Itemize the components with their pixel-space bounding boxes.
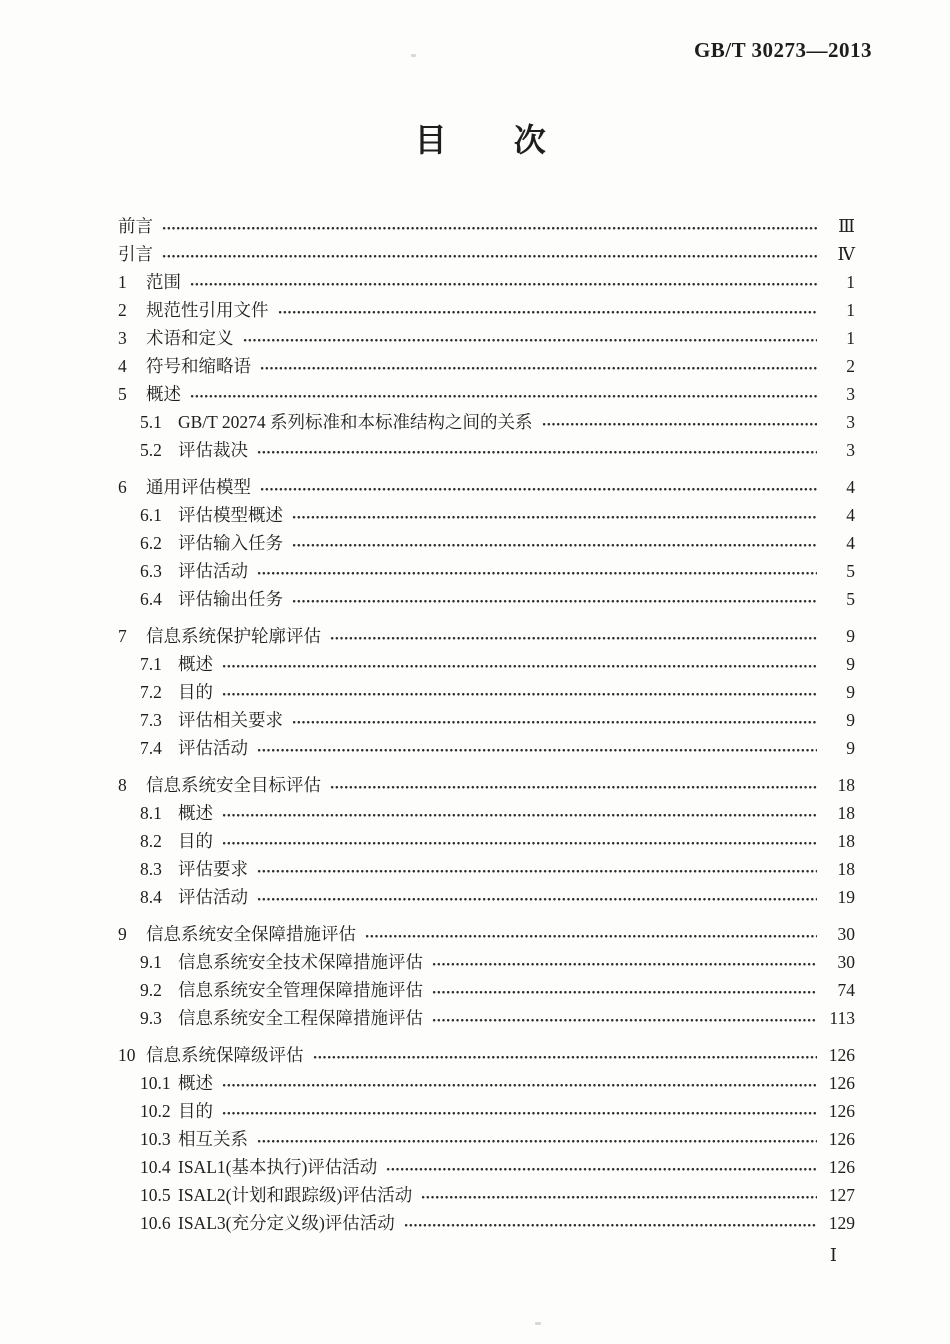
toc-entry [118,240,855,268]
dot-leader [330,771,817,799]
toc-entry [118,1097,855,1125]
toc-entry-page: 126 [828,1045,855,1065]
dot-leader [222,827,817,855]
scan-artifact-speck [535,1322,541,1325]
toc-entry [118,557,855,585]
toc-entry-page: 5 [846,589,855,609]
dot-leader [222,799,817,827]
toc-entry-page: 113 [829,1008,855,1028]
toc-entry-number: 10.4 [140,1157,171,1177]
toc-entry-number: 1 [118,272,127,292]
toc-entry-label: ISAL1(基本执行)评估活动 [178,1157,378,1177]
toc-entry [118,1181,855,1209]
toc-entry-page: 127 [828,1185,855,1205]
toc-entry-number: 8.1 [140,803,162,823]
toc-entry-page: Ⅲ [838,216,855,236]
dot-leader [432,1004,817,1032]
dot-leader [257,436,817,464]
toc-entry [118,920,855,948]
dot-leader [257,883,817,911]
toc-entry-label: 信息系统安全工程保障措施评估 [178,1008,423,1028]
toc-entry-number: 9.3 [140,1008,162,1028]
dot-leader [162,212,817,240]
dot-leader [432,976,817,1004]
toc-entry-number: 7.4 [140,738,162,758]
toc-entry [118,1209,855,1237]
dot-leader [222,1097,817,1125]
toc-entry-page: 18 [837,803,855,823]
toc-entry-number: 9.2 [140,980,162,1000]
toc-entry-label: ISAL2(计划和跟踪级)评估活动 [178,1185,413,1205]
toc-entry [118,1041,855,1069]
dot-leader [190,380,817,408]
page-title: 目 次 [414,122,564,158]
toc-entry-label: 信息系统安全目标评估 [146,775,321,795]
toc-entry-number: 2 [118,300,127,320]
toc-entry-label: 信息系统保障级评估 [146,1045,304,1065]
toc-entry-number: 9.1 [140,952,162,972]
toc-entry-number: 6.3 [140,561,162,581]
dot-leader [292,529,817,557]
toc-entry-label: 评估要求 [178,859,248,879]
toc-entry-label: 评估活动 [178,887,248,907]
dot-leader [404,1209,817,1237]
toc-entry-label: 评估输出任务 [178,589,283,609]
toc-entry-page: 9 [846,654,855,674]
toc-entry-page: 1 [846,300,855,320]
toc-entry-number: 8.4 [140,887,162,907]
toc-entry-label: 规范性引用文件 [146,300,269,320]
toc-entry-label: 概述 [178,803,213,823]
toc-entry [118,827,855,855]
toc-entry [118,212,855,240]
toc-entry-label: 评估模型概述 [178,505,283,525]
toc-entry [118,501,855,529]
toc-entry-page: 30 [837,952,855,972]
toc-entry-label: 评估活动 [178,738,248,758]
dot-leader [190,268,817,296]
toc-entry [118,1153,855,1181]
toc-entry-page: 19 [837,887,855,907]
toc-entry-number: 6.2 [140,533,162,553]
dot-leader [432,948,817,976]
toc-entry [118,436,855,464]
dot-leader [365,920,817,948]
toc-entry [118,296,855,324]
toc-entry-label: 评估裁决 [178,440,248,460]
toc-entry-label: 信息系统安全保障措施评估 [146,924,356,944]
toc-entry [118,324,855,352]
toc-entry-number: 5 [118,384,127,404]
toc-entry-label: 概述 [146,384,181,404]
toc-entry-label: 目的 [178,682,213,702]
toc-entry [118,799,855,827]
toc-entry [118,585,855,613]
toc-entry-page: 9 [846,738,855,758]
dot-leader [313,1041,818,1069]
dot-leader [386,1153,817,1181]
dot-leader [243,324,818,352]
toc-entry-number: 8.2 [140,831,162,851]
toc-entry-number: 9 [118,924,127,944]
toc-entry-page: 1 [846,272,855,292]
dot-leader [257,557,817,585]
toc-entry-label: 术语和定义 [146,328,234,348]
dot-leader [222,650,817,678]
toc-entry [118,948,855,976]
toc-entry-page: 5 [846,561,855,581]
toc-entry-page: 4 [846,477,855,497]
toc-entry-number: 8 [118,775,127,795]
toc-entry [118,622,855,650]
toc-entry-page: 9 [846,626,855,646]
toc-entry-page: 1 [846,328,855,348]
toc-entry-label: 概述 [178,1073,213,1093]
dot-leader [222,678,817,706]
toc-entry-page: 30 [837,924,855,944]
toc-entry-number: 7 [118,626,127,646]
dot-leader [162,240,817,268]
toc-entry-number: 7.2 [140,682,162,702]
toc-entry-number: 4 [118,356,127,376]
toc-entry-number: 10.5 [140,1185,171,1205]
toc-entry-label: 相互关系 [178,1129,248,1149]
toc-entry-page: 18 [837,831,855,851]
toc-entry-label: 评估相关要求 [178,710,283,730]
toc-entry-number: 10.3 [140,1129,171,1149]
toc-entry [118,650,855,678]
toc-entry-label: 符号和缩略语 [146,356,251,376]
toc-entry-page: 74 [837,980,855,1000]
toc-entry-label: 范围 [146,272,181,292]
dot-leader [292,501,817,529]
toc-entry [118,473,855,501]
dot-leader [257,734,817,762]
toc-entry [118,706,855,734]
toc-list [118,212,855,1237]
dot-leader [260,352,817,380]
toc-entry [118,1125,855,1153]
toc-entry-page: 129 [828,1213,855,1233]
dot-leader [292,706,817,734]
toc-entry-label: 前言 [118,216,153,236]
dot-leader [257,855,817,883]
scan-artifact-speck [411,54,416,57]
dot-leader [257,1125,817,1153]
page-number: Ⅰ [829,1245,837,1265]
toc-entry [118,1069,855,1097]
dot-leader [260,473,817,501]
toc-entry [118,855,855,883]
toc-entry-label: 评估输入任务 [178,533,283,553]
toc-entry [118,408,855,436]
toc-entry-number: 6 [118,477,127,497]
toc-entry-label: GB/T 20274 系列标准和本标准结构之间的关系 [178,412,533,432]
toc-entry-page: 126 [828,1101,855,1121]
toc-entry-number: 6.1 [140,505,162,525]
toc-entry [118,352,855,380]
dot-leader [278,296,818,324]
toc-entry-number: 10.6 [140,1213,171,1233]
toc-entry-page: 126 [828,1157,855,1177]
toc-entry [118,976,855,1004]
toc-entry-label: 评估活动 [178,561,248,581]
toc-entry-page: 126 [828,1073,855,1093]
toc-entry-number: 10 [118,1045,136,1065]
dot-leader [542,408,817,436]
dot-leader [222,1069,817,1097]
toc-entry-page: 18 [837,775,855,795]
toc-entry-page: 4 [846,533,855,553]
document-header [0,0,950,64]
toc-entry-label: 概述 [178,654,213,674]
toc-entry [118,380,855,408]
dot-leader [421,1181,817,1209]
toc-entry-page: 3 [846,440,855,460]
toc-entry-label: 信息系统安全技术保障措施评估 [178,952,423,972]
toc-entry-number: 7.3 [140,710,162,730]
toc-entry [118,678,855,706]
toc-entry-page: 9 [846,710,855,730]
toc-entry-label: 目的 [178,1101,213,1121]
toc-entry [118,734,855,762]
dot-leader [292,585,817,613]
toc-entry-label: 信息系统保护轮廓评估 [146,626,321,646]
toc-entry-page: 3 [846,412,855,432]
toc-entry [118,529,855,557]
toc-entry-number: 6.4 [140,589,162,609]
page-footer [118,1245,855,1266]
toc-entry-page: 126 [828,1129,855,1149]
toc-entry-number: 5.2 [140,440,162,460]
toc-entry-number: 10.1 [140,1073,171,1093]
toc-entry-label: 通用评估模型 [146,477,251,497]
toc-entry-page: 18 [837,859,855,879]
toc-entry [118,883,855,911]
toc-entry-number: 3 [118,328,127,348]
toc-entry-label: 信息系统安全管理保障措施评估 [178,980,423,1000]
toc-entry-label: 引言 [118,244,153,264]
toc-entry-label: ISAL3(充分定义级)评估活动 [178,1213,395,1233]
toc-entry [118,771,855,799]
toc-entry-number: 10.2 [140,1101,171,1121]
toc-entry-page: Ⅳ [837,244,855,264]
toc-entry-label: 目的 [178,831,213,851]
standard-number: GB/T 30273—2013 [693,38,872,62]
dot-leader [330,622,817,650]
toc-entry-page: 4 [846,505,855,525]
toc-entry-number: 7.1 [140,654,162,674]
toc-entry-page: 3 [846,384,855,404]
toc-entry-number: 5.1 [140,412,162,432]
toc-entry-number: 8.3 [140,859,162,879]
toc-entry-page: 2 [846,356,855,376]
toc-entry [118,268,855,296]
toc-entry-page: 9 [846,682,855,702]
toc-entry [118,1004,855,1032]
